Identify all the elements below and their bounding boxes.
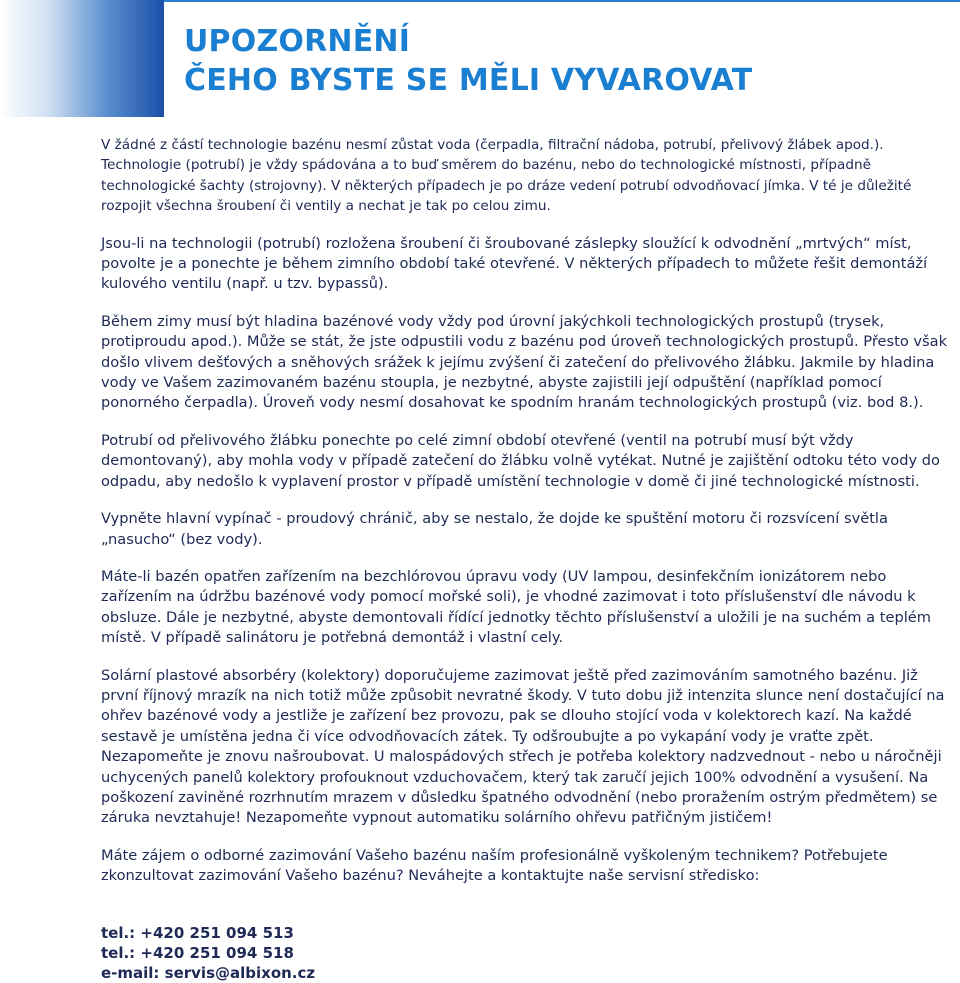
paragraph: Jsou-li na technologii (potrubí) rozložena šroubení či šroubované záslepky sloužící k odvodnění „mrtvých“ míst, povolte je a ponechte je během zimního období také otevřené. V některých případech to můžete řešit demontáží kulového ventilu (např. u tzv. bypassů).: [101, 234, 928, 293]
header-rule: [164, 0, 960, 2]
phone-1: tel.: +420 251 094 513: [101, 923, 294, 942]
paragraph: Máte zájem o odborné zazimování Vašeho bazénu naším profesionálně vyškoleným technikem? Potřebujete zkonzultovat zazimování Vašeho bazénu? Neváhejte a kontaktujte naše servisní středisko:: [101, 846, 888, 885]
paragraph: Solární plastové absorbéry (kolektory) doporučujeme zazimovat ještě před zazimováním samotného bazénu. Již první říjnový mrazík na nich totiž může způsobit nevratné škody. V tuto dobu již intenzita slunce není dostačující na ohřev bazénové vody a jestliže je zařízení bez provozu, pak se dlouho stojící voda v kolektorech kazí. Na každé sestavě je umístěna jedna či více odvodňovacích zátek. Ty odšroubujte a po vykapání vody je vraťte zpět. Nezapomeňte je znovu našroubovat. U malospádových střech je potřeba kolektory nadzvednout - nebo u náročněji uchycených panelů kolektory profouknout vzduchovačem, který tak zaručí jejich 100% odvodnění a vysušení. Na poškození zaviněné rozrhnutím mrazem v důsledku špatného odvodnění (nebo proražením ostrým předmětem) se záruka nevztahuje! Nezapomeňte vypnout automatiku solárního ohřevu patřičným jističem!: [101, 666, 945, 827]
paragraph: Potrubí od přelivového žlábku ponechte po celé zimní období otevřené (ventil na potrubí musí být vždy demontovaný), aby mohla vody v případě zatečení do žlábku volně vytékat. Nutné je zajištění odtoku této vody do odpadu, aby nedošlo k vyplavení prostor v případě umístění technologie v domě či jiné technologické místnosti.: [101, 431, 940, 490]
document-body: [101, 135, 959, 983]
paragraph: Máte-li bazén opatřen zařízením na bezchlórovou úpravu vody (UV lampou, desinfekčním ionizátorem nebo zařízením na údržbu bazénové vody pomocí mořské soli), je vhodné zazimovat i toto příslušenství dle návodu k obsluze. Dále je nezbytné, abyste demontovali řídící jednotky těchto příslušenství a uložili je na suchém a teplém místě. V případě salinátoru je potřebná demontáž i vlastní cely.: [101, 567, 931, 647]
email-contact: e-mail: servis@albixon.cz: [101, 963, 316, 982]
paragraph: V žádné z částí technologie bazénu nesmí zůstat voda (čerpadla, filtrační nádoba, potrubí, přelivový žlábek apod.). Technologie (potrubí) je vždy spádována a to buď směrem do bazénu, nebo do technologické místnosti, případně technologické šachty (strojovny). V některých případech je po dráze vedení potrubí odvodňovací jímka. V té je důležité rozpojit všechna šroubení či ventily a nechat je tak po celou zimu.: [101, 137, 912, 215]
page-title: [184, 22, 752, 100]
page-title-line1: UPOZORNĚNÍ: [184, 24, 411, 59]
paragraph: Vypněte hlavní vypínač - proudový chránič, aby se nestalo, že dojde ke spuštění motoru či rozsvícení světla „nasucho“ (bez vody).: [101, 510, 888, 548]
page-title-line2: ČEHO BYSTE SE MĚLI VYVAROVAT: [184, 63, 753, 98]
paragraph: Během zimy musí být hladina bazénové vody vždy pod úrovní jakýchkoli technologických prostupů (trysek, protiproudu apod.). Může se stát, že jste odpustili vodu z bazénu pod úroveň technologických prostupů. Přesto však došlo vlivem dešťových a sněhových srážek k jejímu zvýšení či zatečení do přelivového žlábku. Jakmile by hladina vody ve Vašem zazimovaném bazénu stoupla, je nezbytné, abyste zajistili její odpuštění (například pomocí ponorného čerpadla). Úroveň vody nesmí dosahovat ke spodním hranám technologických prostupů (viz. bod 8.).: [101, 312, 948, 412]
phone-2: tel.: +420 251 094 518: [101, 943, 294, 962]
header-gradient-bar: [0, 0, 164, 117]
contact-block: [101, 923, 959, 983]
